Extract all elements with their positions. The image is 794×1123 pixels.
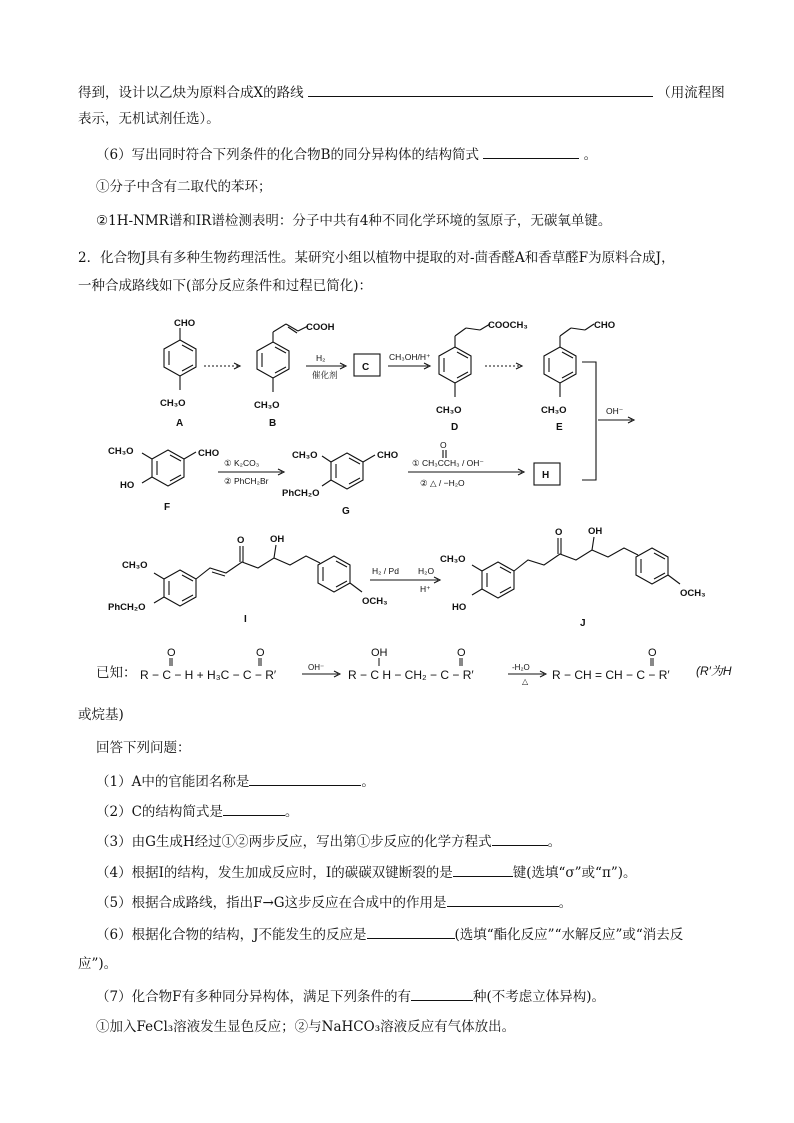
g-phch2o: PhCH₂O [282, 488, 320, 499]
cond-oh-minus: OH⁻ [606, 406, 624, 416]
known-label: 已知： [96, 665, 137, 681]
label-e: E [556, 422, 563, 433]
known-o-4: O [648, 647, 657, 659]
j-oh: OH [588, 526, 603, 537]
d-ch3o: CH₃O [436, 405, 462, 416]
question-5: （5）根据合成路线，指出F→G这步反应在合成中的作用是 。 [96, 892, 572, 912]
condition-1: ①分子中含有二取代的苯环； [96, 179, 272, 195]
question-4: （4）根据I的结构，发生加成反应时，I的碳碳双键断裂的是 键(选填“σ”或“π”)。 [96, 862, 637, 882]
i-oh: OH [270, 534, 285, 545]
question-7: （7）化合物F有多种同分异构体，满足下列条件的有 种(不考虑立体异构)。 [96, 986, 605, 1006]
label-b: B [269, 418, 277, 429]
g-cho: CHO [377, 450, 399, 461]
cond-phch2br: ② PhCH₂Br [224, 476, 269, 486]
label-f: F [164, 502, 171, 513]
known-o-1: O [167, 647, 176, 659]
known-reactants: R − C − H + H₃C − C − R′ [140, 668, 277, 682]
g-ch3o: CH₃O [292, 450, 318, 461]
synthesis-scheme [0, 300, 794, 645]
j-ch3o: CH₃O [440, 554, 466, 565]
j-och3: OCH₃ [680, 588, 706, 599]
problem-2-line-1: 2．化合物J具有多种生物药理活性。某研究小组以植物中提取的对-茴香醛A和香草醛F为原料合成J， [78, 250, 675, 266]
cond-h2: H₂ [316, 353, 326, 363]
acetone-o: O [440, 440, 447, 450]
i-ch3o: CH₃O [122, 560, 148, 571]
answer-blank-6a[interactable] [483, 144, 579, 159]
cond-h2pd: H₂ / Pd [372, 566, 399, 576]
condition-2: ②1H-NMR谱和IR谱检测表明：分子中共有4种不同化学环境的氢原子，无碳氧单键。 [96, 213, 612, 229]
cond-acetone: ① CH₃CCH₃ / OH⁻ [412, 458, 484, 468]
box-h[interactable]: H [542, 470, 550, 481]
e-ch3o: CH₃O [541, 405, 567, 416]
known-cond-2b: △ [522, 677, 529, 686]
answer-blank-1[interactable] [249, 771, 361, 786]
question-6a: （6）写出同时符合下列条件的化合物B的同分异构体的结构简式 。 [96, 144, 597, 164]
cond-heat: ② △ / −H₂O [420, 478, 465, 488]
answer-blank-route[interactable] [308, 82, 653, 97]
i-o: O [237, 535, 245, 546]
known-product: R − CH = CH − C − R′ [552, 668, 670, 682]
a-cho: CHO [174, 318, 196, 329]
j-o: O [555, 527, 563, 538]
i-och3: OCH₃ [362, 596, 388, 607]
question-6b: （6）根据化合物的结构，J不能发生的反应是 (选填“酯化反应”“水解反应”或“消去反 [96, 924, 683, 944]
answer-blank-4[interactable] [453, 862, 513, 877]
known-cond-1: OH⁻ [308, 663, 325, 672]
label-j: J [580, 618, 586, 629]
cond-k2co3: ① K₂CO₃ [224, 458, 260, 468]
cond-hplus: H⁺ [420, 584, 431, 594]
e-cho: CHO [594, 320, 616, 331]
box-c[interactable]: C [362, 362, 370, 373]
known-oh: OH [371, 647, 388, 659]
answer-header: 回答下列问题： [96, 740, 191, 756]
answer-blank-3[interactable] [492, 831, 548, 846]
answer-blank-5[interactable] [447, 892, 559, 907]
i-phch2o: PhCH₂O [108, 602, 146, 613]
cond-h2o: H₂O [418, 566, 435, 576]
f-cho: CHO [198, 448, 220, 459]
intro-line-2: 表示，无机试剂任选）。 [78, 111, 220, 127]
label-i: I [244, 614, 247, 625]
known-intermediate: R − C H − CH₂ − C − R′ [348, 668, 474, 682]
question-1: （1）A中的官能团名称是 。 [96, 771, 375, 791]
known-reaction [140, 644, 740, 694]
cond-ch3oh: CH₃OH/H⁺ [389, 352, 431, 362]
question-3: （3）由G生成H经过①②两步反应，写出第①步反应的化学方程式 。 [96, 831, 561, 851]
known-o-2: O [256, 647, 265, 659]
cond-catalyst: 催化剂 [312, 370, 338, 380]
answer-blank-7[interactable] [411, 986, 473, 1001]
question-2: （2）C的结构简式是 。 [96, 801, 298, 821]
j-ho: HO [452, 602, 467, 613]
known-o-3: O [457, 647, 466, 659]
a-ch3o: CH₃O [160, 398, 186, 409]
b-ch3o: CH₃O [254, 400, 280, 411]
answer-blank-2[interactable] [223, 801, 285, 816]
problem-2-line-2: 一种合成路线如下(部分反应条件和过程已简化)： [78, 278, 373, 294]
question-7-conditions: ①加入FeCl₃溶液发生显色反应；②与NaHCO₃溶液反应有气体放出。 [96, 1019, 516, 1035]
question-6b-line-2: 应”)。 [78, 956, 118, 972]
label-g: G [342, 506, 350, 517]
label-d: D [451, 422, 459, 433]
intro-line-1: 得到，设计以乙炔为原料合成X的路线 （用流程图 [78, 82, 725, 102]
known-cond-2: -H₂O [512, 663, 530, 672]
f-ho: HO [120, 480, 135, 491]
label-a: A [176, 418, 184, 429]
f-ch3o: CH₃O [108, 446, 134, 457]
d-cooch3: COOCH₃ [488, 320, 528, 331]
known-note-2: 或烷基) [78, 707, 124, 723]
answer-blank-6b[interactable] [367, 924, 455, 939]
known-note: (R′为H [696, 664, 732, 678]
b-cooh: COOH [306, 322, 335, 333]
